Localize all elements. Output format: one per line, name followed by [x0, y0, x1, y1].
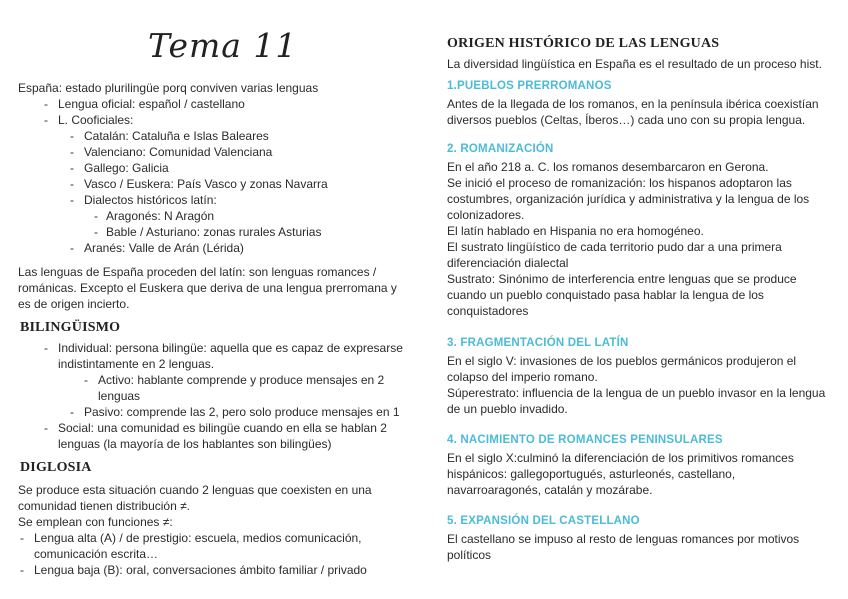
list-item: Vasco / Euskera: País Vasco y zonas Navarra	[84, 177, 328, 191]
paragraph-line: colapso del imperio romano.	[447, 370, 598, 384]
paragraph-line: Se inició el proceso de romanización: los hispanos adoptaron las	[447, 176, 792, 190]
lengua-oficial-item: Lengua oficial: español / castellano	[58, 97, 245, 111]
paragraph-line: Se emplean con funciones ≠:	[18, 515, 173, 529]
section-body-fragmentacion	[447, 353, 825, 417]
bullet-dash: -	[20, 563, 24, 577]
lengua-alta-item	[34, 530, 362, 562]
list-item: Dialectos históricos latín:	[84, 193, 217, 207]
bullet-dash: -	[70, 405, 74, 419]
bullet-dash: -	[70, 161, 74, 175]
list-item: Aranés: Valle de Arán (Lérida)	[84, 241, 244, 255]
item-line: indistintamente en 2 lenguas.	[58, 357, 215, 371]
paragraph-line: navarroaragonés, catalán y mozárabe.	[447, 483, 653, 497]
origen-paragraph	[18, 264, 397, 312]
cooficiales-label: L. Cooficiales:	[58, 113, 134, 127]
origen-intro: La diversidad lingüística en España es el resultado de un proceso hist.	[447, 57, 822, 71]
paragraph-line: políticos	[447, 548, 492, 562]
paragraph-line: conquistadores	[447, 304, 529, 318]
paragraph-line: En el año 218 a. C. los romanos desembarcaron en Gerona.	[447, 160, 769, 174]
section-heading-romanizacion: 2. ROMANIZACIÓN	[447, 143, 554, 155]
paragraph-line: Las lenguas de España proceden del latín: son lenguas romances /	[18, 265, 377, 279]
bullet-dash: -	[94, 225, 98, 239]
pasivo-item: Pasivo: comprende las 2, pero solo produce mensajes en 1	[84, 405, 400, 419]
bullet-dash: -	[70, 193, 74, 207]
bullet-dash: -	[44, 113, 48, 127]
item-line: Lengua alta (A) / de prestigio: escuela, medios comunicación,	[34, 531, 362, 545]
bullet-dash: -	[70, 177, 74, 191]
section-body-romanizacion	[447, 159, 809, 319]
bullet-dash: -	[20, 531, 24, 545]
item-line: Activo: hablante comprende y produce mensajes en 2	[98, 373, 385, 387]
paragraph-line: Súperestrato: influencia de la lengua de un pueblo invasor en la lengua	[447, 386, 826, 400]
item-line: Individual: persona bilingüe: aquella que es capaz de expresarse	[58, 341, 403, 355]
diglosia-heading: DIGLOSIA	[20, 460, 92, 475]
bullet-dash: -	[70, 145, 74, 159]
section-body-expansion	[447, 531, 799, 563]
paragraph-line: El sustrato lingüístico de cada territorio pudo dar a una primera	[447, 240, 782, 254]
list-item: Valenciano: Comunidad Valenciana	[84, 145, 273, 159]
paragraph-line: Se produce esta situación cuando 2 lenguas que coexisten en una	[18, 483, 372, 497]
bilinguismo-heading: BILINGÜISMO	[20, 320, 121, 335]
bullet-dash: -	[44, 341, 48, 355]
section-heading-prerromanos: 1.PUEBLOS PRERROMANOS	[447, 80, 612, 92]
paragraph-line: diversos pueblos (Celtas, Íberos…) cada uno con su propia lengua.	[447, 113, 806, 127]
activo-item	[98, 372, 384, 404]
item-line: lenguas (la mayoría de los hablantes son bilingües)	[58, 437, 332, 451]
item-line: comunicación escrita…	[34, 547, 159, 561]
paragraph-line: colonizadores.	[447, 208, 525, 222]
list-item: Catalán: Cataluña e Islas Baleares	[84, 129, 269, 143]
paragraph-line: románicas. Excepto el Euskera que deriva de una lengua prerromana y	[18, 281, 397, 295]
paragraph-line: comunidad tienen distribución ≠.	[18, 499, 191, 513]
individual-item	[58, 340, 403, 372]
list-item: Gallego: Galicia	[84, 161, 169, 175]
bullet-dash: -	[94, 209, 98, 223]
paragraph-line: Antes de la llegada de los romanos, en la península ibérica coexistían	[447, 97, 819, 111]
section-body-nacimiento	[447, 450, 794, 498]
section-heading-fragmentacion: 3. FRAGMENTACIÓN DEL LATÍN	[447, 337, 629, 349]
page-title: Tema 11	[148, 26, 298, 65]
paragraph-line: El latín hablado en Hispania no era homogéneo.	[447, 224, 704, 238]
paragraph-line: El castellano se impuso al resto de lenguas romances por motivos	[447, 532, 800, 546]
bullet-dash: -	[44, 421, 48, 435]
diglosia-paragraph	[18, 482, 372, 530]
paragraph-line: es de origen incierto.	[18, 297, 130, 311]
paragraph-line: En el siglo X:culminó la diferenciación de los primitivos romances	[447, 451, 794, 465]
bullet-dash: -	[84, 373, 88, 387]
paragraph-line: En el siglo V: invasiones de los pueblos germánicos produjeron el	[447, 354, 797, 368]
item-line: lenguas	[98, 389, 141, 403]
paragraph-line: de un pueblo invadido.	[447, 402, 568, 416]
section-heading-nacimiento: 4. NACIMIENTO DE ROMANCES PENINSULARES	[447, 434, 723, 446]
section-body-prerromanos	[447, 96, 819, 128]
bullet-dash: -	[44, 97, 48, 111]
list-item: Aragonés: N Aragón	[106, 209, 215, 223]
intro-text: España: estado plurilingüe porq conviven varias lenguas	[18, 81, 319, 95]
bullet-dash: -	[70, 129, 74, 143]
paragraph-line: Sustrato: Sinónimo de interferencia entre lenguas que se produce	[447, 272, 797, 286]
paragraph-line: diferenciación dialectal	[447, 256, 569, 270]
social-item	[58, 420, 387, 452]
bullet-dash: -	[70, 241, 74, 255]
section-heading-expansion: 5. EXPANSIÓN DEL CASTELLANO	[447, 515, 640, 527]
lengua-baja-item: Lengua baja (B): oral, conversaciones ámbito familiar / privado	[34, 563, 367, 577]
paragraph-line: cuando un pueblo conquistado pasa hablar la lengua de los	[447, 288, 764, 302]
origen-heading: ORIGEN HISTÓRICO DE LAS LENGUAS	[447, 36, 720, 51]
list-item: Bable / Asturiano: zonas rurales Asturias	[106, 225, 322, 239]
item-line: Social: una comunidad es bilingüe cuando en ella se hablan 2	[58, 421, 387, 435]
paragraph-line: hispánicos: gallegoportugués, asturleonés, castellano,	[447, 467, 736, 481]
paragraph-line: costumbres, organización jurídica y administrativa y la lengua de los	[447, 192, 810, 206]
